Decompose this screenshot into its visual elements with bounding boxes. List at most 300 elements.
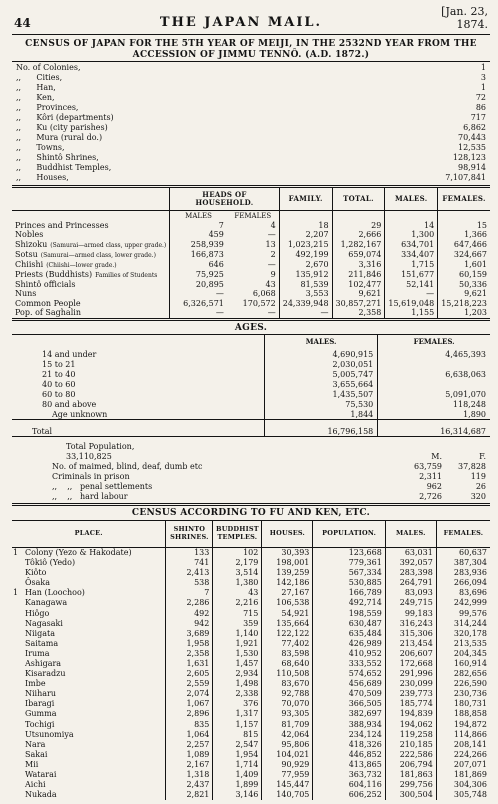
ages-label: 40 to 60 xyxy=(42,379,76,389)
fuken-shinto: 7 xyxy=(166,588,213,598)
household-total: 2,358 xyxy=(332,308,385,318)
fuken-houses: 198,001 xyxy=(262,558,313,568)
household-males: 634,701 xyxy=(385,240,438,250)
fuken-buddhist: 1,140 xyxy=(213,628,262,638)
fuken-males: 264,791 xyxy=(385,578,436,588)
fuken-row xyxy=(12,679,490,689)
fuken-females: 266,094 xyxy=(436,578,490,588)
fuken-row xyxy=(12,638,490,648)
fuken-number xyxy=(12,628,22,638)
household-females: 1,366 xyxy=(438,230,490,240)
household-family: 492,199 xyxy=(279,250,332,260)
household-males: 1,300 xyxy=(385,230,438,240)
household-head-males: 20,895 xyxy=(170,279,227,289)
fuken-number xyxy=(12,689,22,699)
fuken-houses: 30,393 xyxy=(262,547,313,558)
household-females: 60,159 xyxy=(438,270,490,280)
houses-header: HOUSES. xyxy=(262,521,313,548)
fuken-number: 1 xyxy=(13,547,19,557)
fuken-females: 230,736 xyxy=(436,689,490,699)
household-label: Shizoku xyxy=(15,239,48,249)
fuken-buddhist: 376 xyxy=(213,699,262,709)
ages-row xyxy=(12,369,490,379)
fuken-shinto: 942 xyxy=(166,618,213,628)
misc-m: 2,311 xyxy=(419,471,442,481)
buddhist-header: BUDDHIST TEMPLES. xyxy=(213,521,262,548)
fuken-number xyxy=(12,729,22,739)
total-population-value: 33,110,825 xyxy=(66,451,112,461)
total-population-label: Total Population, xyxy=(66,441,135,451)
fuken-row xyxy=(12,759,490,769)
fuken-place: Nukada xyxy=(25,790,57,800)
newspaper-title: THE JAPAN MAIL. xyxy=(159,15,323,31)
totals-row xyxy=(16,63,486,73)
fuken-heading: CENSUS ACCORDING TO FU AND KEN, ETC. xyxy=(131,508,371,519)
fuken-number xyxy=(12,759,22,769)
household-family: — xyxy=(279,308,332,318)
fuken-houses: 139,259 xyxy=(262,568,313,578)
fuken-row xyxy=(12,729,490,739)
fuken-males: 315,306 xyxy=(385,628,436,638)
fuken-row xyxy=(12,628,490,638)
ages-total-label: Total xyxy=(12,420,265,437)
ages-label: Age unknown xyxy=(52,409,108,419)
fuken-females: 242,999 xyxy=(436,598,490,608)
fuken-population: 630,487 xyxy=(313,618,385,628)
fuken-females: 180,731 xyxy=(436,699,490,709)
fuken-shinto: 2,286 xyxy=(166,598,213,608)
fuken-buddhist: 715 xyxy=(213,608,262,618)
household-head-females: 43 xyxy=(265,279,276,289)
fuken-shinto: 1,318 xyxy=(166,770,213,780)
fuken-population: 530,885 xyxy=(313,578,385,588)
fuken-population: 198,559 xyxy=(313,608,385,618)
totals-row xyxy=(16,103,486,113)
household-label: Pop. of Saghalin xyxy=(15,308,81,318)
fuken-females: 99,576 xyxy=(436,608,490,618)
fuken-population: 426,989 xyxy=(313,638,385,648)
totals-row xyxy=(16,73,486,83)
household-females: 647,466 xyxy=(438,240,490,250)
fuken-shinto: 1,067 xyxy=(166,699,213,709)
ages-row xyxy=(12,409,490,420)
issue-date: [Jan. 23, 1874. xyxy=(441,5,488,31)
ages-row xyxy=(12,399,490,409)
fuken-place: Imbe xyxy=(25,679,46,689)
household-row xyxy=(12,270,490,280)
misc-label: Criminals in prison xyxy=(52,471,130,481)
fuken-number xyxy=(12,749,22,759)
fuken-population: 418,326 xyxy=(313,739,385,749)
household-family: 1,023,215 xyxy=(279,240,332,250)
ages-row xyxy=(12,389,490,399)
ages-males: 75,530 xyxy=(265,399,378,409)
fuken-females: 305,748 xyxy=(436,790,490,800)
fuken-population: 382,697 xyxy=(313,709,385,719)
fuken-shinto: 835 xyxy=(166,719,213,729)
fuken-buddhist: 1,157 xyxy=(213,719,262,729)
household-males: 1,155 xyxy=(385,308,438,318)
fuken-place: Nara xyxy=(25,739,46,749)
household-head-males: 459 xyxy=(170,230,227,240)
fuken-population: 604,116 xyxy=(313,780,385,790)
totals-label: ,, Houses, xyxy=(16,173,69,183)
ages-females xyxy=(378,379,490,389)
totals-value: 98,914 xyxy=(458,163,486,173)
household-label: Common People xyxy=(15,298,81,308)
page-number: 44 xyxy=(14,16,31,31)
fuken-row xyxy=(12,659,490,669)
household-males: 52,141 xyxy=(385,279,438,289)
fuken-females: 224,266 xyxy=(436,749,490,759)
household-head-males: 258,939 xyxy=(170,240,227,250)
ages-table xyxy=(12,335,490,436)
fuken-number xyxy=(12,558,22,568)
household-family: 2,207 xyxy=(279,230,332,240)
fuken-males: 206,607 xyxy=(385,648,436,658)
total-header: TOTAL. xyxy=(332,188,385,211)
fuken-row xyxy=(12,568,490,578)
females-header: FEMALES. xyxy=(438,188,490,211)
fuken-population: 388,934 xyxy=(313,719,385,729)
household-total: 29 xyxy=(332,221,385,231)
fuken-females: 213,535 xyxy=(436,638,490,648)
fuken-place: Kisaradzu xyxy=(25,669,66,679)
fuken-number xyxy=(12,709,22,719)
household-label: Priests (Buddhists) xyxy=(15,269,93,279)
fuken-males: 213,454 xyxy=(385,638,436,648)
fuken-place: Kiôto xyxy=(25,568,47,578)
fuken-place: Ibaragi xyxy=(25,699,55,709)
fuken-place: Niiharu xyxy=(25,689,57,699)
household-head-females: 170,572 xyxy=(242,298,276,308)
fuken-females: 208,141 xyxy=(436,739,490,749)
fuken-population: 366,505 xyxy=(313,699,385,709)
fuken-row xyxy=(12,598,490,608)
fuken-males: 239,773 xyxy=(385,689,436,699)
household-row xyxy=(12,230,490,240)
household-head-males: 75,925 xyxy=(170,270,227,280)
household-family: 135,912 xyxy=(279,270,332,280)
fuken-row xyxy=(12,578,490,588)
fuken-females: 304,306 xyxy=(436,780,490,790)
ages-males: 3,655,664 xyxy=(265,379,378,389)
household-total: 30,857,271 xyxy=(332,299,385,309)
totals-list xyxy=(12,62,490,185)
ages-females xyxy=(378,359,490,369)
household-note: (Chiishi—lower grade.) xyxy=(46,261,117,269)
fuken-males: 83,093 xyxy=(385,588,436,598)
fuken-males: 299,756 xyxy=(385,780,436,790)
household-family: 2,670 xyxy=(279,260,332,270)
totals-row xyxy=(16,173,486,183)
household-note: (Samurai—armed class, lower grade.) xyxy=(40,251,156,259)
fuken-males: 206,794 xyxy=(385,759,436,769)
fuken-shinto: 2,605 xyxy=(166,669,213,679)
fuken-houses: 27,167 xyxy=(262,588,313,598)
fuken-shinto: 492 xyxy=(166,608,213,618)
totals-row xyxy=(16,133,486,143)
fuken-place: Kanagawa xyxy=(25,598,68,608)
misc-label: ,, ,, hard labour xyxy=(52,491,128,501)
fuken-females: 283,936 xyxy=(436,568,490,578)
household-head-females: — xyxy=(267,308,276,318)
fuken-shinto: 2,358 xyxy=(166,648,213,658)
fuken-row xyxy=(12,780,490,790)
fuken-females: 160,914 xyxy=(436,659,490,669)
ages-females: 118,248 xyxy=(378,399,490,409)
ages-total-row xyxy=(12,420,490,437)
fuken-buddhist: 2,216 xyxy=(213,598,262,608)
misc-label: No. of maimed, blind, deaf, dumb etc xyxy=(52,461,203,471)
household-label: Nuns xyxy=(15,289,37,299)
household-females: 15,218,223 xyxy=(438,299,490,309)
fuken-shinto: 2,559 xyxy=(166,679,213,689)
household-total: 211,846 xyxy=(332,270,385,280)
fuken-houses: 142,186 xyxy=(262,578,313,588)
fuken-row xyxy=(12,709,490,719)
ages-females: 4,465,393 xyxy=(378,349,490,359)
fuken-buddhist: 2,934 xyxy=(213,669,262,679)
household-males: 15,619,048 xyxy=(385,299,438,309)
fuken-females: 314,244 xyxy=(436,618,490,628)
household-total: 9,621 xyxy=(332,289,385,299)
fuken-buddhist: 359 xyxy=(213,618,262,628)
fuken-houses: 122,122 xyxy=(262,628,313,638)
misc-m: 63,759 xyxy=(414,461,442,471)
misc-f: 320 xyxy=(470,491,486,501)
fuken-number xyxy=(12,638,22,648)
fuken-number: 1 xyxy=(13,588,19,598)
household-row xyxy=(12,279,490,289)
fuken-houses: 110,508 xyxy=(262,669,313,679)
census-heading: CENSUS OF JAPAN FOR THE 5TH YEAR OF MEIJI, IN THE 2532ND YEAR FROM THE ACCESSION OF JIMMU TENNÔ. (A.D. 1872.) xyxy=(25,39,477,60)
household-head-females: 9 xyxy=(270,269,276,279)
ages-females: 6,638,063 xyxy=(378,369,490,379)
fuken-row xyxy=(12,790,490,800)
household-row xyxy=(12,299,490,309)
fuken-males: 283,398 xyxy=(385,568,436,578)
fuken-males: 210,185 xyxy=(385,739,436,749)
households-table xyxy=(12,188,490,318)
household-head-females: 4 xyxy=(270,220,276,230)
totals-row xyxy=(16,163,486,173)
ages-males: 5,005,747 xyxy=(265,369,378,379)
fuken-place: Niigata xyxy=(25,628,55,638)
fuken-females: 188,858 xyxy=(436,709,490,719)
fuken-females: 60,637 xyxy=(436,547,490,558)
fuken-table xyxy=(12,521,490,800)
heads-females-subheader: FEMALES xyxy=(234,211,272,220)
totals-row xyxy=(16,143,486,153)
males-header: MALES. xyxy=(385,188,438,211)
household-note: Families of Students xyxy=(95,271,158,279)
household-males: 334,407 xyxy=(385,250,438,260)
fuken-row xyxy=(12,739,490,749)
totals-value: 128,123 xyxy=(452,153,486,163)
fuken-males: 194,062 xyxy=(385,719,436,729)
masthead xyxy=(12,4,490,35)
fuken-males: 291,996 xyxy=(385,669,436,679)
fuken-males: 172,668 xyxy=(385,659,436,669)
fuken-number xyxy=(12,608,22,618)
ages-label: 80 and above xyxy=(42,399,97,409)
fuken-shinto: 1,958 xyxy=(166,638,213,648)
fuken-houses: 104,021 xyxy=(262,749,313,759)
misc-f: 119 xyxy=(470,471,486,481)
household-head-males: 6,326,571 xyxy=(170,299,227,309)
household-family: 81,539 xyxy=(279,279,332,289)
household-males: 14 xyxy=(385,221,438,231)
fuken-place: Watarai xyxy=(25,770,57,780)
fuken-row xyxy=(12,669,490,679)
fuken-buddhist: 2,179 xyxy=(213,558,262,568)
household-head-females: 6,068 xyxy=(252,289,276,299)
ages-label: 60 to 80 xyxy=(42,389,76,399)
household-females: 324,667 xyxy=(438,250,490,260)
ages-label: 14 and under xyxy=(42,349,97,359)
household-label: Sotsu xyxy=(15,249,38,259)
fuken-shinto: 1,064 xyxy=(166,729,213,739)
fuken-population: 635,484 xyxy=(313,628,385,638)
fuken-place: Hiôgo xyxy=(25,608,50,618)
totals-label: ,, Ku (city parishes) xyxy=(16,123,108,133)
fuken-number xyxy=(12,659,22,669)
household-males: — xyxy=(385,289,438,299)
fuken-buddhist: 1,714 xyxy=(213,759,262,769)
ages-row xyxy=(12,359,490,369)
fuken-males: 300,504 xyxy=(385,790,436,800)
fuken-houses: 90,929 xyxy=(262,759,313,769)
population-header: POPULATION. xyxy=(313,521,385,548)
fuken-buddhist: 2,547 xyxy=(213,739,262,749)
fuken-number xyxy=(12,618,22,628)
fuken-number xyxy=(12,719,22,729)
fuken-males: 181,863 xyxy=(385,770,436,780)
fuken-buddhist: 815 xyxy=(213,729,262,739)
fuken-place: Utsunomiya xyxy=(25,729,74,739)
fuken-number xyxy=(12,679,22,689)
fuken-row xyxy=(12,547,490,558)
fuken-place: Nagasaki xyxy=(25,618,63,628)
fuken-number xyxy=(12,578,22,588)
fuken-number xyxy=(12,790,22,800)
fuken-shinto: 2,167 xyxy=(166,759,213,769)
household-head-males: 166,873 xyxy=(170,250,227,260)
fuken-population: 123,668 xyxy=(313,547,385,558)
totals-row xyxy=(16,123,486,133)
fuken-population: 446,852 xyxy=(313,749,385,759)
fuken-houses: 135,664 xyxy=(262,618,313,628)
fuken-row xyxy=(12,689,490,699)
fuken-males: 230,099 xyxy=(385,679,436,689)
fuken-females: 226,590 xyxy=(436,679,490,689)
fuken-place: Ôsaka xyxy=(25,578,51,588)
fuken-buddhist: 1,317 xyxy=(213,709,262,719)
household-total: 2,666 xyxy=(332,230,385,240)
household-females: 15 xyxy=(438,221,490,231)
totals-value: 7,107,841 xyxy=(445,173,486,183)
misc-f: 26 xyxy=(475,481,486,491)
household-label: Shintô officials xyxy=(15,279,76,289)
fuken-place: Colony (Yezo & Hakodate) xyxy=(25,547,132,557)
fuken-population: 606,252 xyxy=(313,790,385,800)
misc-f: 37,828 xyxy=(458,461,486,471)
household-females: 1,203 xyxy=(438,308,490,318)
ages-females: 5,091,070 xyxy=(378,389,490,399)
household-family: 3,553 xyxy=(279,289,332,299)
totals-value: 70,443 xyxy=(458,133,486,143)
household-head-females: 2 xyxy=(270,250,276,260)
fuken-females: 320,178 xyxy=(436,628,490,638)
household-family: 18 xyxy=(279,221,332,231)
family-header: FAMILY. xyxy=(279,188,332,211)
ages-total-males: 16,796,158 xyxy=(265,420,378,437)
ages-males: 4,690,915 xyxy=(265,349,378,359)
household-label: Nobles xyxy=(15,230,44,240)
household-head-males: 7 xyxy=(170,221,227,231)
misc-row xyxy=(52,461,486,471)
totals-label: ,, Mura (rural do.) xyxy=(16,133,103,143)
household-row xyxy=(12,308,490,318)
fuken-males: 222,586 xyxy=(385,749,436,759)
household-note: (Samurai—armed class, upper grade.) xyxy=(50,241,167,249)
fuken-buddhist: 1,380 xyxy=(213,578,262,588)
fuken-females: 282,656 xyxy=(436,669,490,679)
fuken-number xyxy=(12,568,22,578)
newspaper-page xyxy=(12,4,490,800)
fuken-number xyxy=(12,648,22,658)
totals-row xyxy=(16,113,486,123)
fuken-place: Han (Loochoo) xyxy=(25,588,85,598)
fuken-houses: 77,959 xyxy=(262,770,313,780)
heads-header: HEADS OF HOUSEHOLD. xyxy=(170,188,279,211)
shinto-header: SHINTO SHRINES. xyxy=(166,521,213,548)
fuken-shinto: 2,821 xyxy=(166,790,213,800)
household-head-females: — xyxy=(267,230,276,240)
ages-males: 2,030,051 xyxy=(265,359,378,369)
household-males: 1,715 xyxy=(385,260,438,270)
fuken-number xyxy=(12,669,22,679)
totals-value: 86 xyxy=(475,103,486,113)
totals-label: ,, Cities, xyxy=(16,73,63,83)
fuken-buddhist: 1,409 xyxy=(213,770,262,780)
fuken-population: 574,652 xyxy=(313,669,385,679)
fuken-population: 234,124 xyxy=(313,729,385,739)
totals-value: 6,862 xyxy=(463,123,486,133)
fuken-males: 63,031 xyxy=(385,547,436,558)
fuken-population: 470,509 xyxy=(313,689,385,699)
fuken-population: 567,334 xyxy=(313,568,385,578)
fuken-place: Iruma xyxy=(25,648,50,658)
fuken-houses: 77,402 xyxy=(262,638,313,648)
fuken-place: Tôkiô (Yedo) xyxy=(25,558,76,568)
ages-total-females: 16,314,687 xyxy=(378,420,490,437)
fuken-shinto: 3,689 xyxy=(166,628,213,638)
ages-label: 21 to 40 xyxy=(42,369,76,379)
fuken-row xyxy=(12,699,490,709)
fuken-buddhist: 1,954 xyxy=(213,749,262,759)
totals-value: 72 xyxy=(475,93,486,103)
misc-row xyxy=(52,491,486,501)
fuken-shinto: 2,074 xyxy=(166,689,213,699)
fuken-houses: 106,538 xyxy=(262,598,313,608)
totals-value: 12,535 xyxy=(458,143,486,153)
household-head-females: 13 xyxy=(265,240,276,250)
household-family: 24,339,948 xyxy=(279,299,332,309)
fuken-females: 83,696 xyxy=(436,588,490,598)
household-head-males: — xyxy=(170,289,227,299)
